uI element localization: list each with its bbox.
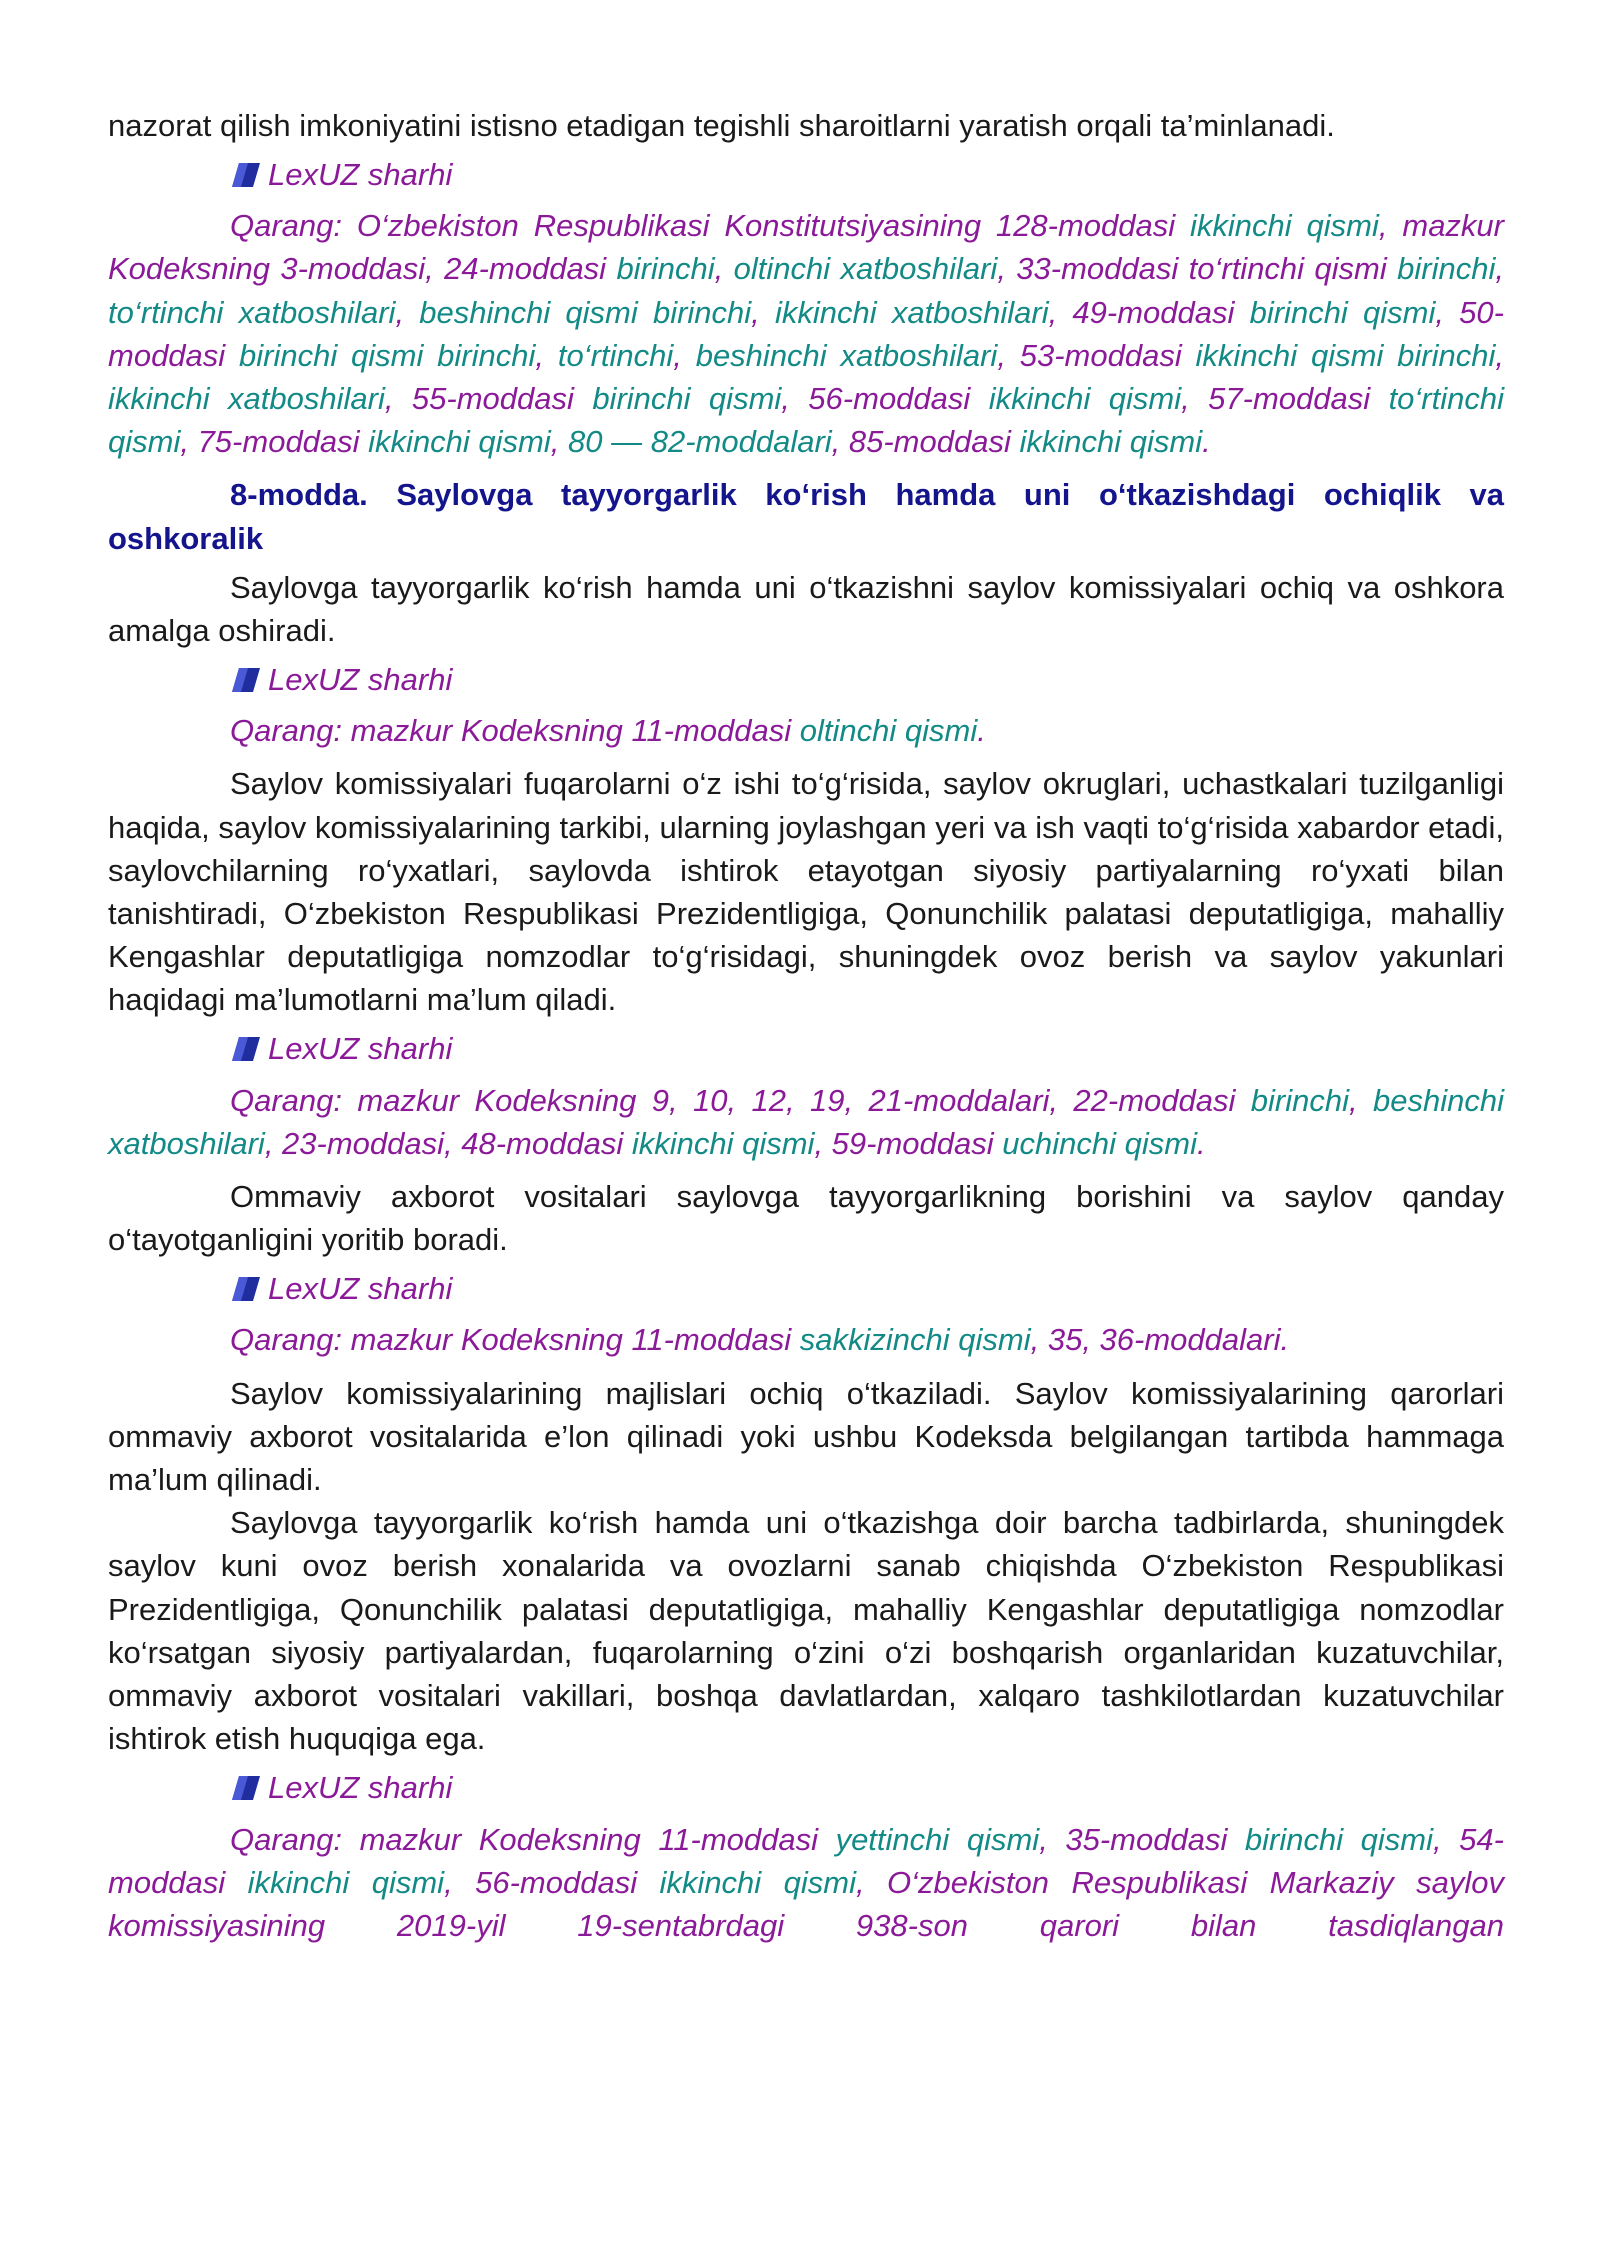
lexuz-label: LexUZ sharhi	[268, 1270, 453, 1306]
reference-link[interactable]: birinchi qismi birinchi	[239, 337, 536, 373]
reference-link[interactable]: oltinchi xatboshilari	[733, 251, 998, 287]
reference-text: , 55-moddasi	[384, 381, 593, 417]
reference-link[interactable]: yettinchi qismi	[835, 1821, 1040, 1857]
reference-text: ,	[673, 337, 696, 373]
lexuz-comment-icon	[230, 1035, 262, 1063]
lexuz-label: LexUZ sharhi	[268, 156, 453, 192]
lexuz-comment-icon	[230, 1275, 262, 1303]
body-paragraph: Saylovga tayyorgarlik ko‘rish hamda uni o‘tkazishni saylov komissiyalari ochiq va oshkora amalga oshiradi.	[108, 569, 1504, 649]
reference-note	[108, 1079, 1504, 1165]
reference-text: , 56-moddasi	[444, 1864, 660, 1900]
lexuz-label: LexUZ sharhi	[268, 1770, 453, 1805]
lexuz-commentary[interactable]	[108, 153, 1504, 196]
reference-text: , 59-moddasi	[814, 1125, 1003, 1161]
reference-link[interactable]: birinchi	[616, 251, 715, 287]
reference-link[interactable]: ikkinchi qismi	[659, 1864, 856, 1900]
body-paragraph: Saylovga tayyorgarlik ko‘rish hamda uni o‘tkazishga doir barcha tadbirlarda, shuningdek saylov kuni ovoz berish xonalarida va ovozlarni sanab chiqishda O‘zbekiston Respublikasi Prezidentligiga, Qonunchilik palatasi deputatligiga, mahalliy Kengashlar deputatligiga nomzodlar ko‘rsatgan siyosiy partiyalardan, fuqarolarning o‘zini o‘zi boshqarish organlaridan kuzatuvchilar, ommaviy axborot vositalari vakillari, boshqa davlatlardan, xalqaro tashkilotlardan kuzatuvchilar ishtirok etish huquqiga ega.	[108, 1505, 1504, 1757]
body-paragraph: Ommaviy axborot vositalari saylovga tayyorgarlikning borishini va saylov qanday o‘tayotganligini yoritib boradi.	[108, 1179, 1504, 1258]
reference-link[interactable]: birinchi qismi	[1244, 1821, 1434, 1857]
reference-link[interactable]: birinchi qismi	[1249, 294, 1436, 330]
lexuz-comment-icon	[230, 1774, 262, 1802]
reference-text: ,	[550, 424, 569, 460]
reference-text: , 75-moddasi	[180, 424, 369, 460]
reference-text: Qarang: O‘zbekiston Respublikasi Konstitutsiyasining 128-moddasi	[230, 208, 1191, 244]
reference-link[interactable]: birinchi qismi	[592, 381, 782, 417]
lexuz-commentary[interactable]	[108, 1767, 1504, 1810]
reference-link[interactable]: beshinchi xatboshilari	[108, 1082, 1504, 1161]
reference-text: ,	[1495, 251, 1504, 287]
reference-link[interactable]: ikkinchi qismi	[631, 1125, 815, 1161]
body-paragraph: Saylov komissiyalarining majlislari ochiq o‘tkaziladi. Saylov komissiyalarining qarorlari ommaviy axborot vositalarida e’lon qilinadi yoki ushbu Kodeksda belgilangan tartibda hammaga ma’lum qilinadi.	[108, 1375, 1504, 1498]
document-content	[108, 104, 1504, 1957]
reference-text: , 35-moddasi	[1039, 1821, 1245, 1857]
reference-text: Qarang: mazkur Kodeksning 11-moddasi	[230, 1322, 800, 1358]
reference-link[interactable]: to‘rtinchi xatboshilari	[108, 294, 396, 330]
reference-text: ,	[535, 337, 558, 373]
reference-text: , mazkur Kodeksning 3-moddasi, 24-moddasi	[108, 208, 1504, 287]
body-paragraph: nazorat qilish imkoniyatini istisno etadigan tegishli sharoitlarni yaratish orqali ta’minlanadi.	[108, 108, 1335, 143]
lexuz-label: LexUZ sharhi	[268, 1031, 453, 1067]
reference-text: ,	[714, 251, 734, 287]
reference-link[interactable]: birinchi	[1250, 1082, 1349, 1118]
reference-link[interactable]: sakkizinchi qismi	[799, 1322, 1031, 1358]
reference-note	[108, 1318, 1504, 1361]
reference-note	[108, 1818, 1504, 1948]
reference-text: , 57-moddasi	[1181, 381, 1389, 417]
reference-note	[108, 204, 1504, 463]
reference-link[interactable]: to‘rtinchi	[557, 337, 674, 373]
reference-link[interactable]: birinchi	[1397, 251, 1496, 287]
reference-text: , 23-moddasi, 48-moddasi	[264, 1125, 632, 1161]
reference-text: .	[977, 713, 986, 749]
reference-text: , 35, 36-moddalari.	[1030, 1322, 1290, 1358]
reference-link[interactable]: ikkinchi xatboshilari	[774, 294, 1049, 330]
reference-link[interactable]: to‘rtinchi qismi	[108, 381, 1504, 460]
body-paragraph: Saylov komissiyalari fuqarolarni o‘z ishi to‘g‘risida, saylov okruglari, uchastkalari tuzilganligi haqida, saylov komissiyalarining tarkibi, ularning joylashgan yeri va ish vaqti to‘g‘risida xabardor etadi, saylovchilarning ro‘yxatlari, saylovda ishtirok etayotgan siyosiy partiyalarning ro‘yxati bilan tanishtiradi, O‘zbekiston Respublikasi Prezidentligiga, Qonunchilik palatasi deputatligiga, mahalliy Kengashlar deputatligiga nomzodlar to‘g‘risidagi, shuningdek ovoz berish va saylov yakunlari haqidagi ma’lumotlarni ma’lum qiladi.	[108, 766, 1504, 1018]
reference-link[interactable]: ikkinchi qismi	[1190, 208, 1379, 244]
reference-link[interactable]: oltinchi qismi	[799, 713, 978, 749]
reference-text: , 53-moddasi	[997, 337, 1196, 373]
reference-text: Qarang: mazkur Kodeksning 11-moddasi	[230, 713, 800, 749]
lexuz-comment-icon	[230, 666, 262, 694]
reference-link[interactable]: 80 — 82-moddalari	[568, 424, 832, 460]
reference-text: , 85-moddasi	[831, 424, 1020, 460]
reference-text: ,	[395, 294, 420, 330]
reference-text: Qarang: mazkur Kodeksning 11-moddasi	[230, 1821, 836, 1857]
reference-text: , 49-moddasi	[1048, 294, 1250, 330]
reference-link[interactable]: ikkinchi qismi birinchi	[1195, 337, 1496, 373]
reference-link[interactable]: beshinchi qismi birinchi	[419, 294, 752, 330]
lexuz-commentary[interactable]	[108, 1267, 1504, 1310]
lexuz-label: LexUZ sharhi	[268, 661, 453, 697]
reference-text: ,	[1495, 337, 1504, 373]
reference-link[interactable]: ikkinchi qismi	[368, 424, 551, 460]
reference-link[interactable]: beshinchi xatboshilari	[695, 337, 998, 373]
reference-text: , 54-moddasi	[108, 1821, 1504, 1900]
reference-text: , O‘zbekiston Respublikasi Markaziy saylov komissiyasining 2019-yil 19-sentabrdagi 938-son qarori bilan tasdiqlangan	[108, 1864, 1504, 1943]
reference-text: ,	[1349, 1082, 1373, 1118]
reference-text: .	[1196, 1125, 1206, 1161]
reference-link[interactable]: ikkinchi qismi	[247, 1864, 445, 1900]
lexuz-commentary[interactable]	[108, 1028, 1504, 1071]
reference-link[interactable]: uchinchi qismi	[1002, 1125, 1197, 1161]
reference-text: , 33-moddasi to‘rtinchi qismi	[997, 251, 1398, 287]
reference-text: Qarang: mazkur Kodeksning 9, 10, 12, 19, 21-moddalari, 22-moddasi	[230, 1082, 1251, 1118]
reference-link[interactable]: ikkinchi qismi	[1019, 424, 1203, 460]
reference-text: .	[1202, 424, 1211, 460]
reference-text: , 50-moddasi	[108, 294, 1504, 373]
reference-text: , 56-moddasi	[781, 381, 989, 417]
reference-link[interactable]: ikkinchi qismi	[988, 381, 1182, 417]
reference-text: ,	[751, 294, 775, 330]
article-heading: 8-modda. Saylovga tayyorgarlik ko‘rish hamda uni o‘tkazishdagi ochiqlik va oshkoralik	[108, 477, 1504, 556]
lexuz-comment-icon	[230, 161, 262, 189]
lexuz-commentary[interactable]	[108, 658, 1504, 701]
reference-note	[108, 709, 1504, 752]
reference-link[interactable]: ikkinchi xatboshilari	[108, 381, 385, 417]
